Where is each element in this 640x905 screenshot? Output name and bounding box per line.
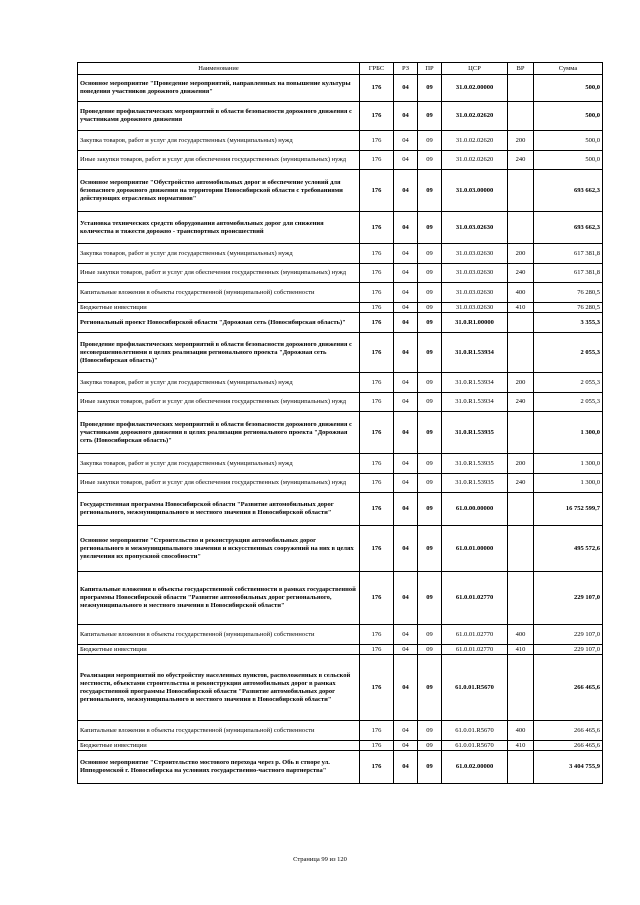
cell-rz: 04 [394,283,418,303]
cell-sum: 495 572,6 [534,526,603,572]
cell-rz: 04 [394,721,418,741]
cell-rz: 04 [394,474,418,493]
cell-pr: 09 [418,412,442,454]
table-row [78,572,603,625]
cell-pr: 09 [418,131,442,151]
cell-pr: 09 [418,170,442,212]
cell-pr: 09 [418,333,442,373]
cell-sum: 2 055,3 [534,373,603,393]
cell-sum: 500,0 [534,131,603,151]
cell-csr: 31.0.03.02630 [442,212,508,244]
cell-vr [508,655,534,721]
cell-rz: 04 [394,655,418,721]
cell-sum: 693 662,3 [534,170,603,212]
cell-csr: 31.0.R1.53934 [442,393,508,412]
cell-rz: 04 [394,645,418,655]
table-row [78,283,603,303]
cell-name: Бюджетные инвестиции [78,303,360,313]
cell-name: Иные закупки товаров, работ и услуг для обеспечения государственных (муниципальных) нужд [78,393,360,412]
cell-sum: 1 300,0 [534,474,603,493]
table-row [78,313,603,333]
cell-csr: 31.0.02.02620 [442,131,508,151]
cell-csr: 31.0.03.02630 [442,303,508,313]
cell-rz: 04 [394,741,418,751]
cell-rz: 04 [394,313,418,333]
table-header-row [78,63,603,75]
cell-csr: 31.0.R1.53935 [442,412,508,454]
cell-grbs: 176 [360,102,394,131]
cell-csr: 31.0.02.00000 [442,75,508,102]
cell-rz: 04 [394,393,418,412]
cell-vr: 410 [508,645,534,655]
cell-rz: 04 [394,131,418,151]
table-row [78,264,603,283]
cell-name: Иные закупки товаров, работ и услуг для обеспечения государственных (муниципальных) нужд [78,151,360,170]
cell-pr: 09 [418,244,442,264]
cell-rz: 04 [394,303,418,313]
cell-csr: 31.0.02.02620 [442,151,508,170]
cell-grbs: 176 [360,393,394,412]
cell-csr: 31.0.03.02630 [442,264,508,283]
cell-pr: 09 [418,212,442,244]
cell-vr [508,572,534,625]
cell-sum: 3 355,3 [534,313,603,333]
header-name: Наименование [78,63,360,75]
cell-rz: 04 [394,373,418,393]
cell-name: Закупка товаров, работ и услуг для государственных (муниципальных) нужд [78,373,360,393]
table-row [78,721,603,741]
table-row [78,655,603,721]
cell-grbs: 176 [360,244,394,264]
cell-sum: 617 381,8 [534,264,603,283]
cell-csr: 61.0.01.00000 [442,526,508,572]
cell-sum: 500,0 [534,75,603,102]
cell-csr: 61.0.01.R5670 [442,721,508,741]
cell-pr: 09 [418,283,442,303]
cell-csr: 31.0.R1.53934 [442,373,508,393]
cell-csr: 31.0.R1.53934 [442,333,508,373]
cell-grbs: 176 [360,313,394,333]
cell-grbs: 176 [360,572,394,625]
cell-vr: 400 [508,721,534,741]
cell-rz: 04 [394,212,418,244]
table-row [78,151,603,170]
table-row [78,625,603,645]
header-grbs: ГРБС [360,63,394,75]
cell-pr: 09 [418,655,442,721]
page-number: Страница 99 из 120 [293,856,347,863]
cell-pr: 09 [418,751,442,784]
table-row [78,244,603,264]
cell-name: Проведение профилактических мероприятий в области безопасности дорожного движения с несовершеннолетними в целях реализации регионального проекта "Дорожная сеть (Новосибирская область)" [78,333,360,373]
table-row [78,751,603,784]
cell-sum: 3 404 755,9 [534,751,603,784]
cell-csr: 31.0.R1.53935 [442,454,508,474]
cell-rz: 04 [394,333,418,373]
cell-sum: 617 381,8 [534,244,603,264]
cell-sum: 266 465,6 [534,655,603,721]
cell-vr [508,75,534,102]
cell-name: Проведение профилактических мероприятий в области безопасности дорожного движения с участниками дорожного движения [78,102,360,131]
cell-csr: 61.0.01.02770 [442,625,508,645]
cell-pr: 09 [418,393,442,412]
cell-grbs: 176 [360,474,394,493]
cell-vr: 200 [508,131,534,151]
cell-grbs: 176 [360,75,394,102]
cell-name: Капитальные вложения в объекты государственной (муниципальной) собственности [78,625,360,645]
cell-grbs: 176 [360,333,394,373]
cell-rz: 04 [394,412,418,454]
table-row [78,412,603,454]
cell-name: Региональный проект Новосибирской области "Дорожная сеть (Новосибирская область)" [78,313,360,333]
cell-rz: 04 [394,493,418,526]
cell-vr [508,102,534,131]
header-vr: ВР [508,63,534,75]
cell-vr [508,170,534,212]
cell-rz: 04 [394,102,418,131]
cell-pr: 09 [418,151,442,170]
cell-csr: 61.0.02.00000 [442,751,508,784]
cell-pr: 09 [418,264,442,283]
cell-sum: 76 280,5 [534,283,603,303]
cell-grbs: 176 [360,655,394,721]
cell-sum: 500,0 [534,151,603,170]
cell-csr: 61.0.00.00000 [442,493,508,526]
cell-sum: 2 055,3 [534,333,603,373]
cell-grbs: 176 [360,454,394,474]
table-row [78,131,603,151]
cell-csr: 31.0.03.02630 [442,244,508,264]
cell-rz: 04 [394,170,418,212]
cell-csr: 31.0.R1.00000 [442,313,508,333]
cell-name: Капитальные вложения в объекты государственной (муниципальной) собственности [78,721,360,741]
cell-name: Закупка товаров, работ и услуг для государственных (муниципальных) нужд [78,244,360,264]
cell-rz: 04 [394,454,418,474]
header-csr: ЦСР [442,63,508,75]
cell-name: Бюджетные инвестиции [78,741,360,751]
header-sum: Сумма [534,63,603,75]
cell-grbs: 176 [360,493,394,526]
cell-name: Основное мероприятие "Обустройство автомобильных дорог и обеспечение условий для безопасного дорожного движения на территории Новосибирской области с требованиями действующих отраслевых нормативов" [78,170,360,212]
table-row [78,493,603,526]
cell-vr [508,526,534,572]
cell-grbs: 176 [360,131,394,151]
cell-grbs: 176 [360,283,394,303]
table-row [78,526,603,572]
cell-grbs: 176 [360,264,394,283]
cell-rz: 04 [394,526,418,572]
cell-rz: 04 [394,75,418,102]
cell-pr: 09 [418,474,442,493]
cell-grbs: 176 [360,170,394,212]
cell-pr: 09 [418,741,442,751]
cell-vr: 240 [508,393,534,412]
table-row [78,645,603,655]
cell-sum: 500,0 [534,102,603,131]
cell-csr: 61.0.01.02770 [442,645,508,655]
table-body [78,75,603,784]
cell-vr [508,493,534,526]
cell-grbs: 176 [360,741,394,751]
cell-grbs: 176 [360,373,394,393]
cell-rz: 04 [394,625,418,645]
cell-grbs: 176 [360,412,394,454]
cell-rz: 04 [394,244,418,264]
cell-vr: 200 [508,454,534,474]
cell-name: Капитальные вложения в объекты государственной собственности в рамках государственной программы Новосибирской области "Развитие автомобильных дорог регионального, межмуниципального и местного значения в Новосибирской области" [78,572,360,625]
cell-sum: 76 280,5 [534,303,603,313]
table-row [78,333,603,373]
cell-grbs: 176 [360,625,394,645]
table-row [78,102,603,131]
cell-grbs: 176 [360,751,394,784]
cell-rz: 04 [394,264,418,283]
cell-csr: 31.0.03.02630 [442,283,508,303]
cell-name: Государственная программа Новосибирской области "Развитие автомобильных дорог регионального, межмуниципального и местного значения в Новосибирской области" [78,493,360,526]
table-row [78,373,603,393]
cell-vr [508,333,534,373]
cell-vr: 200 [508,244,534,264]
cell-vr: 410 [508,303,534,313]
cell-pr: 09 [418,493,442,526]
cell-vr: 400 [508,625,534,645]
cell-vr: 240 [508,474,534,493]
cell-vr: 400 [508,283,534,303]
cell-sum: 229 107,0 [534,572,603,625]
cell-name: Основное мероприятие "Строительство мостового перехода через р. Обь в створе ул. Ипподромской г. Новосибирска на условиях государственно-частного партнерства" [78,751,360,784]
cell-grbs: 176 [360,526,394,572]
cell-sum: 2 055,3 [534,393,603,412]
cell-pr: 09 [418,572,442,625]
table-row [78,474,603,493]
cell-csr: 61.0.01.R5670 [442,655,508,721]
cell-grbs: 176 [360,212,394,244]
cell-vr: 240 [508,264,534,283]
cell-pr: 09 [418,373,442,393]
cell-sum: 266 465,6 [534,721,603,741]
cell-name: Закупка товаров, работ и услуг для государственных (муниципальных) нужд [78,454,360,474]
cell-vr: 410 [508,741,534,751]
cell-pr: 09 [418,526,442,572]
table-row [78,741,603,751]
cell-csr: 61.0.01.02770 [442,572,508,625]
table-row [78,170,603,212]
cell-sum: 1 300,0 [534,412,603,454]
cell-rz: 04 [394,751,418,784]
cell-vr [508,751,534,784]
header-pr: ПР [418,63,442,75]
cell-grbs: 176 [360,645,394,655]
cell-name: Капитальные вложения в объекты государственной (муниципальной) собственности [78,283,360,303]
header-rz: РЗ [394,63,418,75]
table-row [78,393,603,412]
cell-rz: 04 [394,151,418,170]
cell-pr: 09 [418,303,442,313]
cell-grbs: 176 [360,721,394,741]
cell-sum: 693 662,3 [534,212,603,244]
cell-pr: 09 [418,625,442,645]
cell-vr [508,412,534,454]
cell-csr: 31.0.03.00000 [442,170,508,212]
cell-name: Иные закупки товаров, работ и услуг для обеспечения государственных (муниципальных) нужд [78,474,360,493]
cell-sum: 229 107,0 [534,645,603,655]
cell-vr: 240 [508,151,534,170]
cell-name: Бюджетные инвестиции [78,645,360,655]
cell-grbs: 176 [360,303,394,313]
cell-csr: 31.0.02.02620 [442,102,508,131]
cell-pr: 09 [418,75,442,102]
cell-pr: 09 [418,102,442,131]
table-row [78,454,603,474]
cell-sum: 229 107,0 [534,625,603,645]
table-row [78,212,603,244]
cell-name: Проведение профилактических мероприятий в области безопасности дорожного движения с участниками дорожного движения в целях реализации регионального проекта "Дорожная сеть (Новосибирская область)" [78,412,360,454]
cell-sum: 266 465,6 [534,741,603,751]
cell-csr: 31.0.R1.53935 [442,474,508,493]
cell-csr: 61.0.01.R5670 [442,741,508,751]
cell-name: Основное мероприятие "Строительство и реконструкция автомобильных дорог регионального и межмуниципального значения и искусственных сооружений на них в целях увеличения их пропускной способности" [78,526,360,572]
cell-name: Установка технических средств оборудования автомобильных дорог для снижения количества и тяжести дорожно - транспортных происшествий [78,212,360,244]
cell-vr [508,313,534,333]
budget-table [77,62,603,784]
cell-vr: 200 [508,373,534,393]
cell-grbs: 176 [360,151,394,170]
table-row [78,303,603,313]
cell-pr: 09 [418,721,442,741]
budget-table-container [77,62,602,784]
cell-sum: 16 752 599,7 [534,493,603,526]
cell-sum: 1 300,0 [534,454,603,474]
cell-name: Основное мероприятие "Проведение мероприятий, направленных на повышение культуры поведения участников дорожного движения" [78,75,360,102]
cell-name: Реализация мероприятий по обустройству населенных пунктов, расположенных в сельской местности, объектами строительства и реконструкция автомобильных дорог в рамках государственной программы Новосибирской области "Развитие автомобильных дорог регионального, межмуниципального и местного значения в Новосибирской области" [78,655,360,721]
cell-rz: 04 [394,572,418,625]
cell-vr [508,212,534,244]
cell-name: Иные закупки товаров, работ и услуг для обеспечения государственных (муниципальных) нужд [78,264,360,283]
cell-pr: 09 [418,645,442,655]
cell-name: Закупка товаров, работ и услуг для государственных (муниципальных) нужд [78,131,360,151]
table-row [78,75,603,102]
cell-pr: 09 [418,454,442,474]
cell-pr: 09 [418,313,442,333]
